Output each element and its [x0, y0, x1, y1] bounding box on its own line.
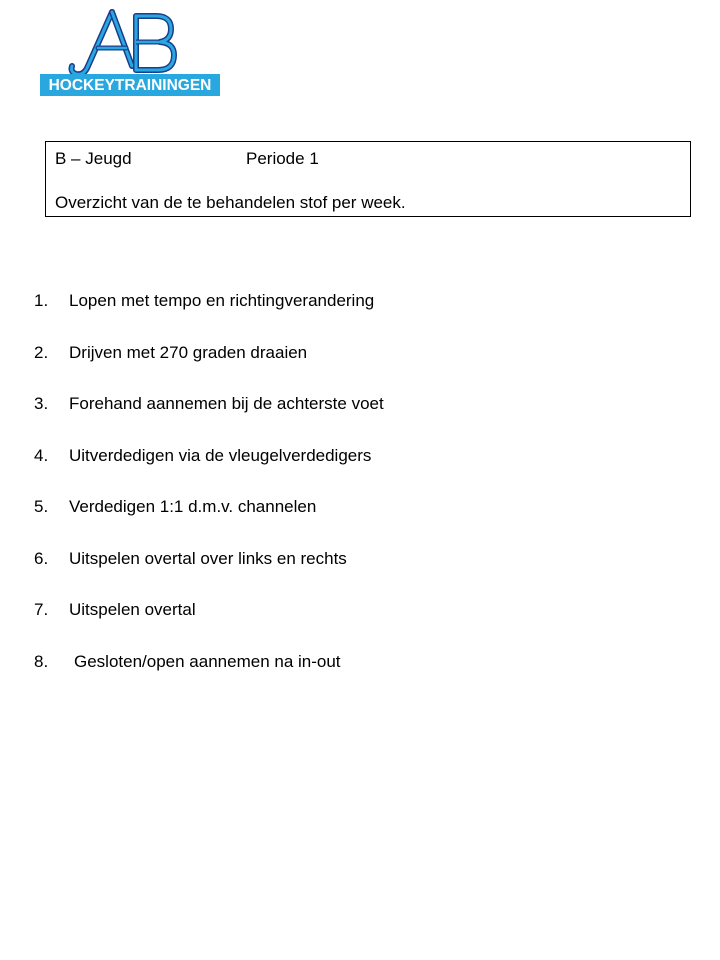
group-label: B – Jeugd [55, 149, 132, 168]
period-label: Periode 1 [246, 149, 319, 168]
header-box [45, 141, 691, 217]
item-text: Lopen met tempo en richtingverandering [69, 291, 375, 310]
item-number: 6. [34, 548, 49, 568]
item-number: 3. [34, 394, 49, 413]
item-text: Verdedigen 1:1 d.m.v. channelen [69, 497, 317, 516]
list-item [0, 600, 720, 652]
overview-description: Overzicht van de te behandelen stof per week. [55, 193, 406, 212]
logo-letters: AB [150, 20, 152, 21]
list-item [0, 446, 720, 498]
list-item [0, 549, 720, 601]
item-text: Forehand aannemen bij de achterste voet [69, 394, 384, 413]
item-number: 5. [34, 497, 49, 516]
item-text: Drijven met 270 graden draaien [69, 342, 308, 362]
item-text: Uitverdedigen via de vleugelverdedigers [69, 445, 372, 465]
item-number: 2. [34, 342, 49, 362]
item-number: 4. [34, 445, 49, 465]
list-item [0, 343, 720, 395]
item-text: Gesloten/open aannemen na in-out [74, 651, 341, 671]
item-number: 7. [34, 600, 49, 619]
item-number: 1. [34, 291, 49, 310]
item-number: 8. [34, 651, 49, 671]
item-text: Uitspelen overtal over links en rechts [69, 548, 347, 568]
ab-hockeytrainingen-logo [40, 8, 220, 96]
list-item [0, 291, 720, 343]
list-item [0, 497, 720, 549]
item-text: Uitspelen overtal [69, 600, 196, 619]
weekly-topics-list [0, 291, 720, 703]
list-item [0, 394, 720, 446]
logo-subtitle: HOCKEYTRAININGEN [48, 77, 212, 94]
list-item [0, 652, 720, 704]
